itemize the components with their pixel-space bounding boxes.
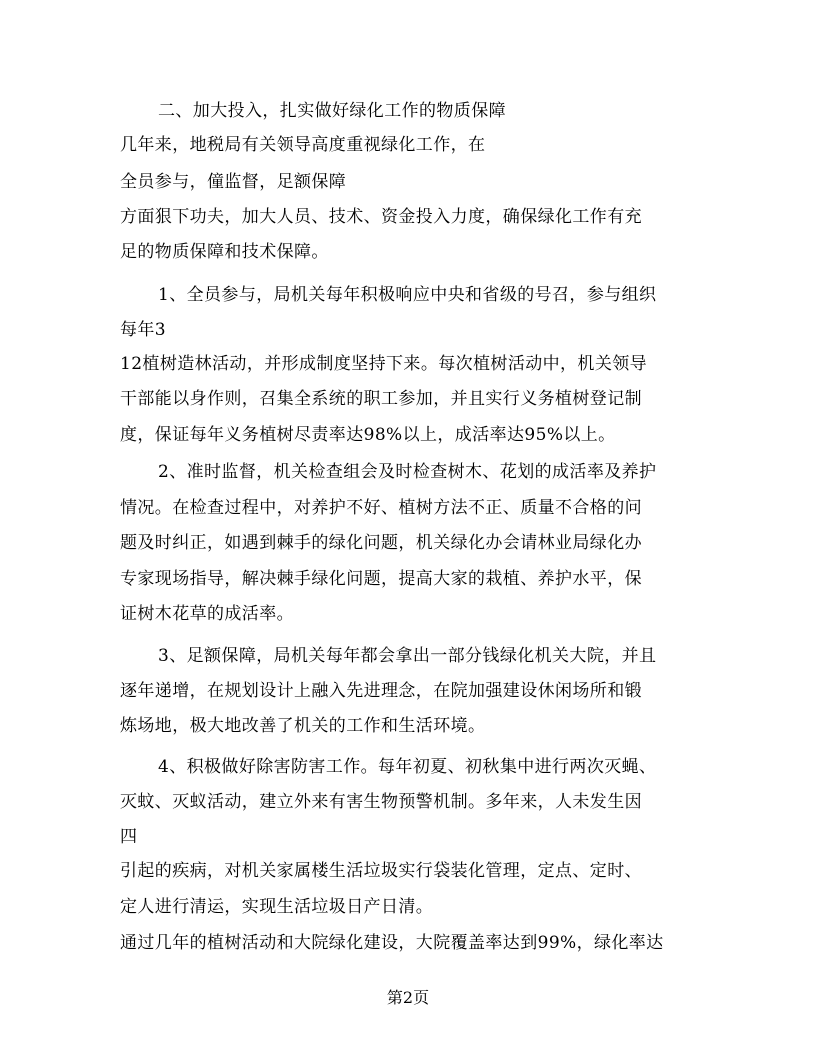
paragraph-line: 通过几年的植树活动和大院绿化建设，大院覆盖率达到99%，绿化率达	[120, 933, 664, 953]
paragraph-line: 度，保证每年义务植树尽责率达98%以上，成活率达95%以上。	[120, 425, 616, 445]
page-number: 第2页	[386, 988, 430, 1007]
paragraph-line: 逐年递增，在规划设计上融入先进理念，在院加强建设休闲场所和锻	[120, 681, 642, 701]
paragraph-line: 证树木花草的成活率。	[120, 604, 294, 624]
paragraph-line: 2、准时监督，机关检查组会及时检查树木、花划的成活率及养护	[158, 462, 657, 482]
paragraph-line: 情况。在检查过程中，对养护不好、植树方法不正、质量不合格的问	[120, 498, 642, 518]
paragraph-line: 专家现场指导，解决棘手绿化问题，提高大家的栽植、养护水平，保	[120, 569, 642, 589]
paragraph-line: 题及时纠正，如遇到棘手的绿化问题，机关绿化办会请林业局绿化办	[120, 533, 642, 553]
paragraph-line: 1、全员参与，局机关每年积极响应中央和省级的号召，参与组织	[158, 285, 657, 305]
paragraph-line: 干部能以身作则，召集全系统的职工参加，并且实行义务植树登记制	[120, 389, 642, 409]
paragraph-line: 几年来，地税局有关领导高度重视绿化工作，在	[120, 135, 486, 155]
paragraph-line: 足的物质保障和技术保障。	[120, 242, 329, 262]
paragraph-line: 每年3	[120, 320, 167, 340]
paragraph-line: 引起的疾病，对机关家属楼生活垃圾实行袋装化管理，定点、定时、	[120, 861, 642, 881]
paragraph-line: 四	[120, 827, 138, 847]
paragraph-line: 炼场地，极大地改善了机关的工作和生活环境。	[120, 716, 486, 736]
paragraph-line: 方面狠下功夫，加大人员、技术、资金投入力度，确保绿化工作有充	[120, 207, 642, 227]
paragraph-line: 4、积极做好除害防害工作。每年初夏、初秋集中进行两次灭蝇、	[158, 757, 657, 777]
paragraph-line: 全员参与，僮监督，足额保障	[120, 172, 347, 192]
section-heading: 二、加大投入，扎实做好绿化工作的物质保障	[158, 101, 506, 121]
paragraph-line: 定人进行清运，实现生活垃圾日产日清。	[120, 897, 434, 917]
paragraph-line: 灭蚊、灭蚁活动，建立外来有害生物预警机制。多年来，人未发生因	[120, 792, 642, 812]
paragraph-line: 3、足额保障，局机关每年都会拿出一部分钱绿化机关大院，并且	[158, 646, 657, 666]
paragraph-line: 12植树造林活动，并形成制度坚持下来。每次植树活动中，机关领导	[120, 354, 648, 374]
